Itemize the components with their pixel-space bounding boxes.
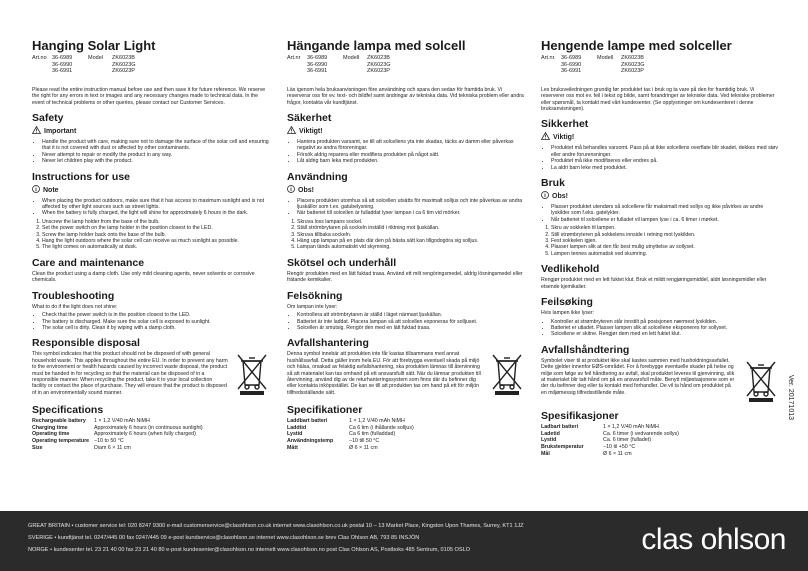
care-text: Rengjør produktet med en lett fuktet klut. Bruk et mildt rengjøringsmiddel, aldri løsningsmidler eller etsende kjemikalier. [541,277,767,290]
disposal-heading: Avfallshåndtering [541,343,630,356]
model-label [597,62,621,69]
list-item: • Batteriet är inte laddat. Placera lampan så att solcellen exponeras för solljuset. [297,319,525,325]
safety-heading: Sikkerhet [541,118,589,131]
warning-icon [32,126,41,137]
spec-value: Ca. 6 timer (i vedvarende sollys) [603,430,679,437]
list-item: • La aldri barn leke med produktet. [551,165,779,171]
spec-value: −10 til +50 °C [603,443,636,450]
spec-key: Lystid [287,431,303,438]
model-number: ZK6023B [112,55,135,61]
model-number: ZK6023P [621,68,644,75]
spec-value: 1 × 1,2 V/40 mAh NiMH [349,418,405,425]
model-label [88,62,112,69]
list-item: • Produktet må ikke modifiseres eller endres på. [551,158,779,164]
spec-value: Ø 6 × 11 cm [603,450,632,457]
troubleshooting-intro: Om lampan inte lyser: [287,303,338,310]
document-title: Hengende lampe med solceller [541,38,732,53]
document-title: Hängande lampa med solcell [287,38,466,53]
note-subheading [541,191,779,202]
intro-text: Läs igenom hela bruksanvisningen före användning och spara den sedan för framtida bruk. Vi reserverar oss för ev. text- och bildfel samt ändringar av tekniska data. Vid tekniska problem eller andra frågor, kontakta vår kundtjänst. [287,86,524,106]
list-item: • Plasser produktet utendørs så solcellene får maksimalt med sollys og ikke påvirkes av andre lyskilder som f.eks. gatelykter. [551,204,779,217]
article-number-table [287,55,525,75]
note-label: Obs! [298,186,314,194]
care-heading: Care and maintenance [32,256,145,269]
spec-key: Lystid [541,437,557,444]
art-label [287,62,307,69]
footer-row-se: SVERIGE • kundtjänst tel. 0247/445 00 fax 0247/445 09 e-post kundservice@clasohlson.se internet www.clasohlson.se brev Clas Ohlson AB, 793 85 INSJÖN [28,535,420,541]
art-number: 36-6989 [561,55,582,61]
spec-key: Ladbart batteri [541,424,579,431]
step-item: 1. Skruva loss lampans sockel. [297,219,525,225]
weee-bin-icon [489,351,525,398]
list-item: • Når batteriet til solcellene er fulladet vil lampen lyse i ca. 6 timer i mørket. [551,217,779,223]
step-item: 5. The light comes on automatically at dusk. [42,244,270,250]
footer [0,511,808,571]
list-item: • The solar cell is dirty. Clean it by wiping with a damp cloth. [42,325,270,331]
spec-value: Approximately 6 hours (in continuous sunlight) [94,424,203,431]
model-label [343,68,367,75]
step-item: 1. Unscrew the lamp holder from the base of the bulb. [42,219,270,225]
disposal-text: Symbolet viser til at produktet ikke skal kastes sammen med husholdningsavfallet. Dette gjelder innenfor EØS-området. For å forebygge eventuelle skader på helse og miljø som følge av feil håndtering av avfall, skal produktet leveres til gjenvinning, slik at materialet blir tatt hånd om på en ansvarsfull måte. Benytt miljøstasjonene som er der du befinner deg eller ta kontakt med forhandler. De vil ta hånd om produktet på en miljømessig tilfredsstillende måte. [541,357,735,396]
step-item: 4. Plasser lampen slik at den får best mulig utnyttelse av sollyset. [551,244,779,250]
intro-text: Please read the entire instruction manual before use and then save it for future reference. We reserve the right for any errors in text or images and any necessary changes made to technical data. In the event of technical problems or other queries, please contact our Customer Services. [32,86,266,106]
art-label: Art.no [32,55,47,61]
important-label: Viktigt! [299,128,323,135]
art-number: 36-6991 [307,68,328,75]
troubleshooting-list [32,312,270,331]
model-number: ZK6023B [367,55,390,61]
safety-list [541,145,779,171]
disposal-heading: Responsible disposal [32,337,140,350]
footer-row-no: NORGE • kundesenter tel. 23 21 40 00 fax 23 21 40 80 e-post kundesenter@clasohlson.no internett www.clasohlson.no post Clas Ohlson AS, Postboks 485 Sentrum, 0105 OSLO [28,547,471,553]
art-label [32,62,52,69]
footer-row-uk: GREAT BRITAIN • customer service tel: 020 8247 9300 e-mail customerservice@clasohlson.co.uk internet www.clasohlson.co.uk postal 10 – 13 Market Place, Kingston Upon Thames, Surrey, KT1 1JZ [28,523,524,529]
info-icon [287,185,295,196]
specifications-table [287,418,525,451]
important-label: Viktig! [553,134,575,142]
warning-icon [287,126,296,137]
note-label: Obs! [552,193,568,201]
note-label: Note [43,186,59,194]
model-label: Modell [597,55,614,61]
step-item: 2. Set the power switch on the lamp holder in the position closest to the LED. [42,225,270,231]
step-item: 2. Still strømbryteren på sokkelens innside i retning mot lyskilden. [551,232,779,238]
step-item: 4. Hang the light outdoors where the solar cell can receive as much sunlight as possible. [42,238,270,244]
art-number: 36-6991 [52,68,73,75]
model-number: ZK6023G [367,61,391,68]
specifications-heading: Spesifikasjoner [541,410,619,423]
spec-value: Ca. 6 timer (fulladet) [603,437,651,444]
troubleshooting-list [541,319,779,338]
warning-icon [541,132,550,143]
model-label [343,62,367,69]
note-list [32,198,270,217]
list-item: • Produktet må behandles varsomt. Pass på at ikke solcellens overflate blir skadet, dekkes med støv eller andre forurensninger. [551,145,779,158]
clas-ohlson-logo: clas ohlson [641,523,786,556]
instructions-heading: Användning [287,170,348,183]
troubleshooting-heading: Feilsøking [541,296,593,309]
care-heading: Skötsel och underhåll [287,256,397,269]
list-item: • When placing the product outdoors, make sure that it has access to maximum sunlight and is not affected by other light sources such as street lights. [42,198,270,211]
art-label [32,68,52,75]
art-label: Art.nr. [541,55,556,61]
list-item: • Solcellen är smutsig. Rengör den med en lätt fuktad trasa. [297,325,525,331]
spec-key: Charging time [32,424,68,431]
article-number-table [541,55,779,75]
list-item: • Hantera produkten varsamt, se till att solcellens yta inte skadas, täcks av damm eller påverkas negativt av andra föroreningar. [297,139,525,152]
info-icon [541,191,549,202]
troubleshooting-intro: What to do if the light does not shine: [32,303,118,310]
art-number: 36-6990 [307,61,328,68]
important-subheading [287,126,525,137]
spec-value: Approximately 6 hours (when fully charged) [94,431,196,438]
disposal-block [287,351,525,398]
step-item: 5. Lampen tennes automatisk ved skumring. [551,251,779,257]
steps-list [287,219,525,251]
list-item: • Solcellene er skitne. Rengjør dem med en lett fuktet klut. [551,331,779,337]
list-item: • Never attempt to repair or modify the product in any way. [42,152,270,158]
article-number-table [32,55,270,75]
spec-value: Ca 6 tim (fulladdad) [349,431,396,438]
spec-key: Brukstemperatur [541,443,584,450]
model-label: Modell [343,55,360,61]
model-label: Model [88,55,103,61]
disposal-heading: Avfallshantering [287,337,369,350]
art-label [541,62,561,69]
model-number: ZK6023G [621,61,645,68]
troubleshooting-heading: Felsökning [287,289,343,302]
step-item: 2. Ställ strömbrytaren på sockeln inställd i riktning mot ljuskällan. [297,225,525,231]
note-subheading [32,185,270,196]
step-item: 1. Skru av sokkelen til lampen. [551,225,779,231]
art-number: 36-6989 [52,55,73,61]
safety-heading: Safety [32,112,64,124]
step-item: 3. Skruva tillbaka sockeln. [297,232,525,238]
steps-list [541,225,779,257]
column-english [32,38,270,451]
instructions-heading: Instructions for use [32,170,131,183]
list-item: • Försök aldrig reparera eller modifiera produkten på något sätt. [297,152,525,158]
specifications-heading: Specifications [32,404,104,417]
art-number: 36-6990 [52,61,73,68]
note-list [287,198,525,217]
list-item: • Check that the power switch is in the position closest to the LED. [42,312,270,318]
instructions-heading: Bruk [541,177,565,190]
spec-value: 1 × 1.2 V/40 mAh NiMH [94,418,150,425]
spec-value: Ø 6 × 11 cm [349,444,378,451]
step-item: 3. Screw the lamp holder back onto the base of the bulb. [42,232,270,238]
spec-key: Ladetid [541,430,560,437]
spec-value: −10 till 50 °C [349,437,380,444]
spec-value: −10 to 50 °C [94,437,124,444]
model-number: ZK6023P [367,68,390,75]
model-label [597,68,621,75]
spec-key: Mått [287,444,298,451]
step-item: 5. Lampan tänds automatiskt vid skymning. [297,244,525,250]
model-number: ZK6023B [621,55,644,61]
spec-key: Användningstemp [287,437,334,444]
list-item: • Never let children play with the product. [42,158,270,164]
safety-heading: Säkerhet [287,112,332,124]
list-item: • Batteriet er utladet. Plasser lampen slik at solcellene eksponeres for sollyset. [551,325,779,331]
spec-key: Laddbart batteri [287,418,328,425]
spec-key: Operating time [32,431,70,438]
version-label: Ver. 20171013 [787,374,794,420]
spec-key: Rechargeable battery [32,418,86,425]
art-label: Art.nr [287,55,301,61]
disposal-block [32,351,270,398]
spec-key: Laddtid [287,424,307,431]
weee-bin-icon [234,351,270,398]
troubleshooting-list [287,312,525,331]
safety-list [32,139,270,165]
disposal-text: This symbol indicates that this product should not be disposed of with general household waste. This applies throughout the entire EU. In order to prevent any harm to the environment or health hazards caused by incorrect waste disposal, the product must be handed in for recycling so that the material can be disposed of in a responsible manner. When recycling the product, take it to your local collection facility or contact the place of purchase. They will ensure that the product is disposed of in an environmentally sound manner. [32,351,228,396]
specifications-table [541,424,779,457]
art-label [287,68,307,75]
safety-list [287,139,525,165]
note-subheading [287,185,525,196]
important-subheading [32,126,270,137]
art-number: 36-6991 [561,68,582,75]
model-number: ZK6023P [112,68,135,75]
column-swedish [287,38,525,451]
troubleshooting-heading: Troubleshooting [32,289,115,302]
info-icon [32,185,40,196]
intro-text: Les bruksveiledningen grundig før produktet tas i bruk og ta vare på den for framtidig bruk. Vi reserverer oss mot ev. feil i tekst og bilde, samt forandringer av tekniske data. Ved tekniske problemer eller spørsmål, ta kontakt med vårt kundesenter. (Se opplysninger om kundesenteret i denne bruksanvisningen). [541,86,775,112]
important-subheading [541,132,779,143]
spec-key: Size [32,444,43,451]
art-number: 36-6989 [307,55,328,61]
weee-bin-icon [743,358,779,404]
art-label [541,68,561,75]
disposal-block [541,358,779,404]
steps-list [32,219,270,251]
list-item: • Låt aldrig barn leka med produkten. [297,158,525,164]
spec-key: Mål [541,450,550,457]
care-heading: Vedlikehold [541,263,600,276]
spec-value: 1 × 1,2 V/40 mAh NiMH [603,424,659,431]
document-title: Hanging Solar Light [32,38,156,53]
spec-value: Ca 6 tim (i ihållande solljus) [349,424,414,431]
specifications-table [32,418,270,451]
list-item: • The battery is discharged. Make sure the solar cell is exposed to sunlight. [42,319,270,325]
spec-key: Operating temperature [32,437,90,444]
step-item: 3. Fest sokkelen igjen. [551,238,779,244]
disposal-text: Denna symbol innebär att produkten inte får kastas tillsammans med annat hushållsavfall. Detta gäller inom hela EU. För att förebygga eventuell skada på miljö och hälsa, orsakad av felaktig avfallshantering, ska produkten lämnas till återvinning så att materialet kan tas omhand på ett ansvarsfullt sätt. När du lämnar produkten till återvinning, använd dig av de returhanteringssystem som finns där du befinner dig eller kontakta inköpsstället. De kan se till att produkten tas om hand på ett för miljön tillfredsställande sätt. [287,351,481,396]
column-norwegian [541,38,779,457]
list-item: • När batteriet till solcellen är fulladdat lyser lampan i ca 6 tim vid mörker. [297,210,525,216]
model-number: ZK6023G [112,61,136,68]
model-label [88,68,112,75]
specifications-heading: Specifikationer [287,404,363,417]
art-number: 36-6990 [561,61,582,68]
care-text: Rengör produkten med en lätt fuktad trasa. Använd ett milt rengöringsmedel, aldrig lösningsmedel eller frätande kemikalier. [287,270,523,284]
care-text: Clean the product using a damp cloth. Use only mild cleaning agents, never solvents or corrosive chemicals. [32,270,255,284]
troubleshooting-intro: Hvis lampen ikke lyser: [541,310,595,317]
step-item: 4. Häng upp lampan på en plats där den på bästa sätt kan tillgodogöra sig solljus. [297,238,525,244]
list-item: • When the battery is fully charged, the light will shine for approximately 6 hours in the dark. [42,210,270,216]
list-item: • Placera produkten utomhus så att solcellen utsätts för maximalt solljus och inte påverkas av andra ljuskällor som t.ex. gatubelysning. [297,198,525,211]
list-item: • Handle the product with care, making sure not to damage the surface of the solar cell and ensuring that it is not covered with dust or affected by other contaminants. [42,139,270,152]
note-list [541,204,779,223]
list-item: • Kontrollera att strömbrytaren är ställd i läget närmast ljuskällan. [297,312,525,318]
list-item: • Kontroller at strømbryteren står innstilt på posisjonen nærmest lyskilden. [551,319,779,325]
spec-value: Diam 6 × 11 cm [94,444,131,451]
important-label: Important [44,128,77,135]
